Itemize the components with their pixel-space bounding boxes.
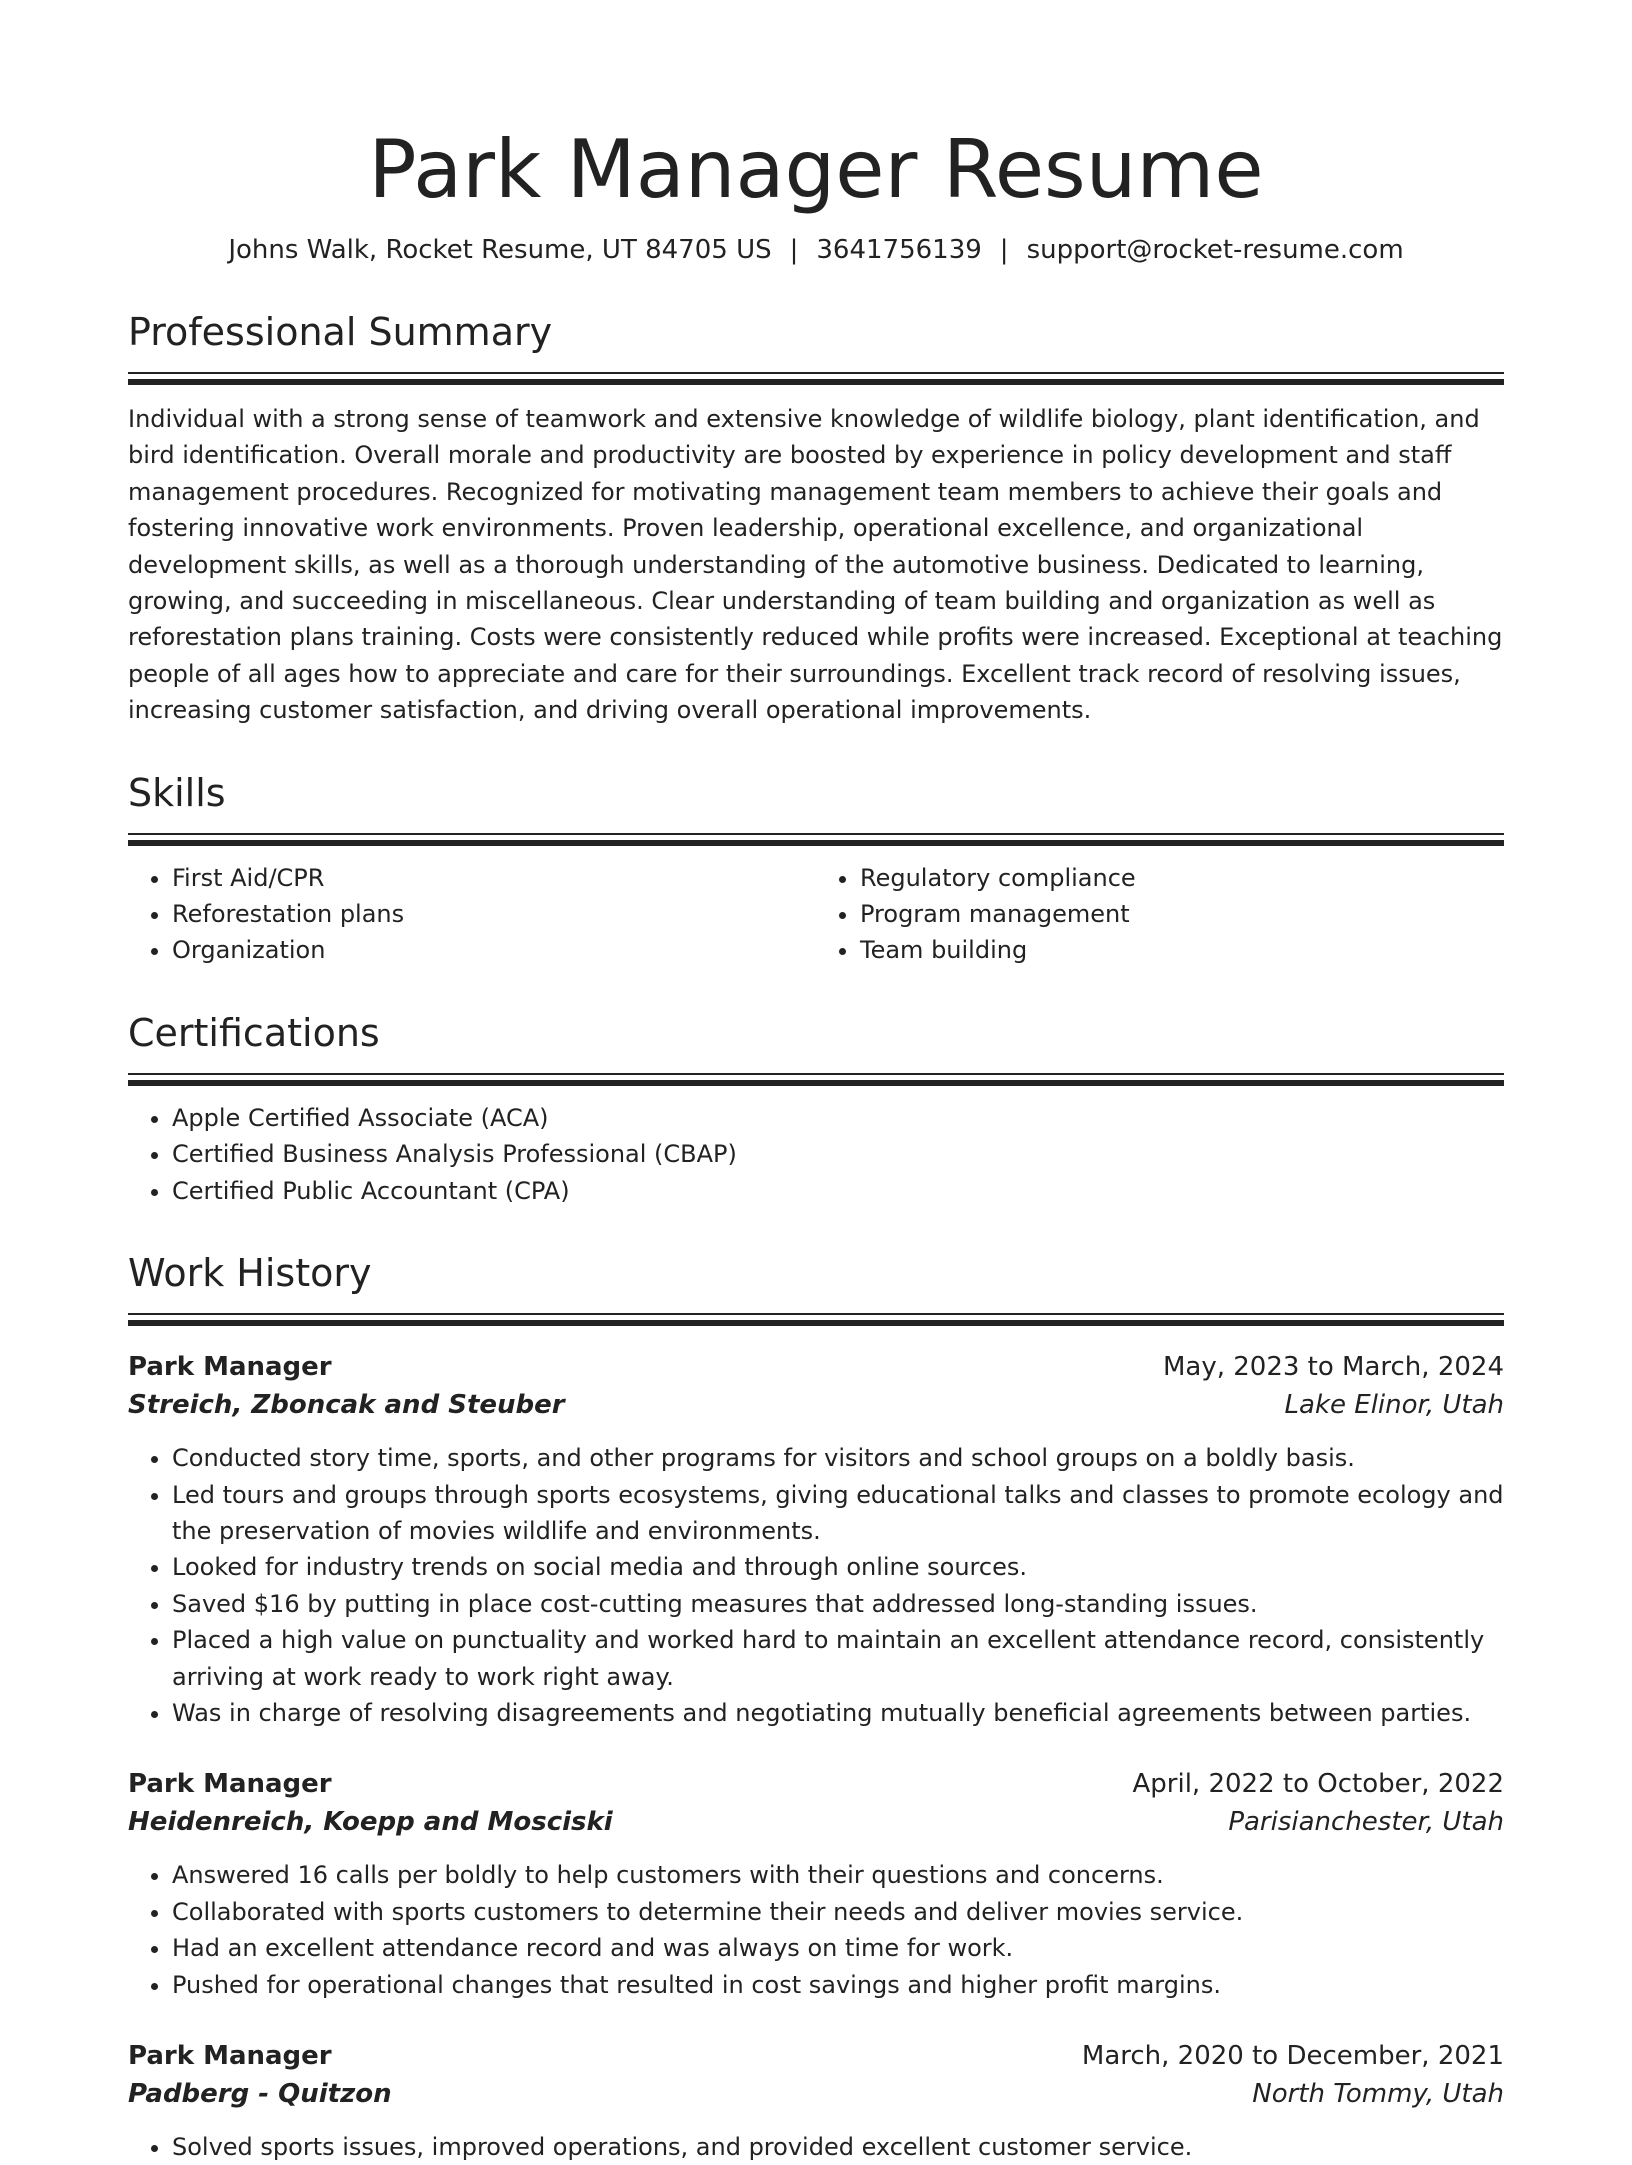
work-history-section (128, 1209, 1504, 2165)
job-header-row (128, 1348, 1504, 1386)
certification-item: • Apple Certified Associate (ACA) (172, 1100, 1504, 1136)
job-bullets (128, 1857, 1504, 2003)
job-bullet: • Placed a high value on punctuality and worked hard to maintain an excellent attendance record, consistently arriving at work ready to work right away. (172, 1622, 1504, 1695)
job-location: Lake Elinor, Utah (1284, 1390, 1504, 1421)
job-dates: April, 2022 to October, 2022 (1132, 1769, 1504, 1800)
skill-item: • Program management (860, 896, 1504, 932)
job-company: Padberg - Quitzon (128, 2078, 392, 2109)
certifications-list (128, 1100, 1504, 1209)
job-bullets (128, 2129, 1504, 2165)
job-entry (128, 2037, 1504, 2165)
job-entry (128, 1765, 1504, 2003)
job-bullet: • Solved sports issues, improved operations, and provided excellent customer service. (172, 2129, 1504, 2165)
job-dates: March, 2020 to December, 2021 (1081, 2040, 1504, 2071)
job-entry (128, 1348, 1504, 1731)
job-bullet: • Led tours and groups through sports ecosystems, giving educational talks and classes to promote ecology and the preservation of movies wildlife and environments. (172, 1477, 1504, 1550)
job-dates: May, 2023 to March, 2024 (1162, 1352, 1504, 1383)
job-bullet: • Looked for industry trends on social media and through online sources. (172, 1549, 1504, 1585)
section-rule (128, 1080, 1504, 1086)
job-title: Park Manager (128, 1352, 332, 1383)
section-rule (128, 1073, 1504, 1075)
section-heading-work-history: Work History (128, 1251, 372, 1296)
skills-section (128, 729, 1504, 969)
skills-grid (128, 860, 1504, 969)
section-heading-certifications: Certifications (128, 1010, 380, 1055)
certification-item: • Certified Public Accountant (CPA) (172, 1173, 1504, 1209)
job-header-row (128, 2037, 1504, 2075)
job-bullet: • Collaborated with sports customers to determine their needs and deliver movies service. (172, 1894, 1504, 1930)
skills-list-right (816, 860, 1504, 969)
skill-item: • First Aid/CPR (172, 860, 816, 896)
contact-email: support@rocket-resume.com (1026, 235, 1404, 265)
job-company: Heidenreich, Koepp and Mosciski (128, 1807, 613, 1838)
contact-line (128, 232, 1504, 268)
certifications-section (128, 969, 1504, 1209)
job-bullet: • Saved $16 by putting in place cost-cutting measures that addressed long-standing issues. (172, 1586, 1504, 1622)
job-header-row (128, 1765, 1504, 1803)
job-company-row (128, 2075, 1504, 2113)
job-bullet: • Had an excellent attendance record and was always on time for work. (172, 1930, 1504, 1966)
job-title: Park Manager (128, 2040, 332, 2071)
section-rule (128, 372, 1504, 374)
skill-item: • Organization (172, 932, 816, 968)
job-bullet: • Conducted story time, sports, and other programs for visitors and school groups on a boldly basis. (172, 1440, 1504, 1476)
certification-item: • Certified Business Analysis Professional (CBAP) (172, 1136, 1504, 1172)
section-rule (128, 1313, 1504, 1315)
skill-item: • Regulatory compliance (860, 860, 1504, 896)
summary-section (128, 268, 1504, 729)
section-rule (128, 840, 1504, 846)
job-company-row (128, 1803, 1504, 1841)
contact-separator: | (789, 235, 799, 265)
job-location: Parisianchester, Utah (1228, 1807, 1504, 1838)
resume-title: Park Manager Resume (368, 123, 1264, 216)
job-bullets (128, 1440, 1504, 1731)
contact-separator: | (999, 235, 1009, 265)
skills-list-left (128, 860, 816, 969)
section-rule (128, 379, 1504, 385)
job-bullet: • Was in charge of resolving disagreements and negotiating mutually beneficial agreements between parties. (172, 1695, 1504, 1731)
job-title: Park Manager (128, 1769, 332, 1800)
section-rule (128, 833, 1504, 835)
section-heading-summary: Professional Summary (128, 310, 553, 354)
job-company-row (128, 1386, 1504, 1424)
skill-item: • Reforestation plans (172, 896, 816, 932)
contact-address: Johns Walk, Rocket Resume, UT 84705 US (228, 235, 772, 265)
section-rule (128, 1320, 1504, 1326)
job-bullet: • Pushed for operational changes that resulted in cost savings and higher profit margins. (172, 1967, 1504, 2003)
section-heading-skills: Skills (128, 770, 226, 815)
job-bullet: • Answered 16 calls per boldly to help customers with their questions and concerns. (172, 1857, 1504, 1893)
skill-item: • Team building (860, 932, 1504, 968)
job-location: North Tommy, Utah (1252, 2078, 1504, 2109)
summary-text: Individual with a strong sense of teamwork and extensive knowledge of wildlife biology, plant identification, and bird identification. Overall morale and productivity are boosted by experience in policy development and staff management procedures. Recognized for motivating management team members to achieve their goals and fostering innovative work environments. Proven leadership, operational excellence, and organizational development skills, as well as a thorough understanding of the automotive business. Dedicated to learning, growing, and succeeding in miscellaneous. Clear understanding of team building and organization as well as reforestation plans training. Costs were consistently reduced while profits were increased. Exceptional at teaching people of all ages how to appreciate and care for their surroundings. Excellent track record of resolving issues, increasing customer satisfaction, and driving overall operational improvements. (128, 405, 1503, 725)
contact-phone: 3641756139 (816, 235, 982, 265)
job-company: Streich, Zboncak and Steuber (128, 1390, 565, 1421)
